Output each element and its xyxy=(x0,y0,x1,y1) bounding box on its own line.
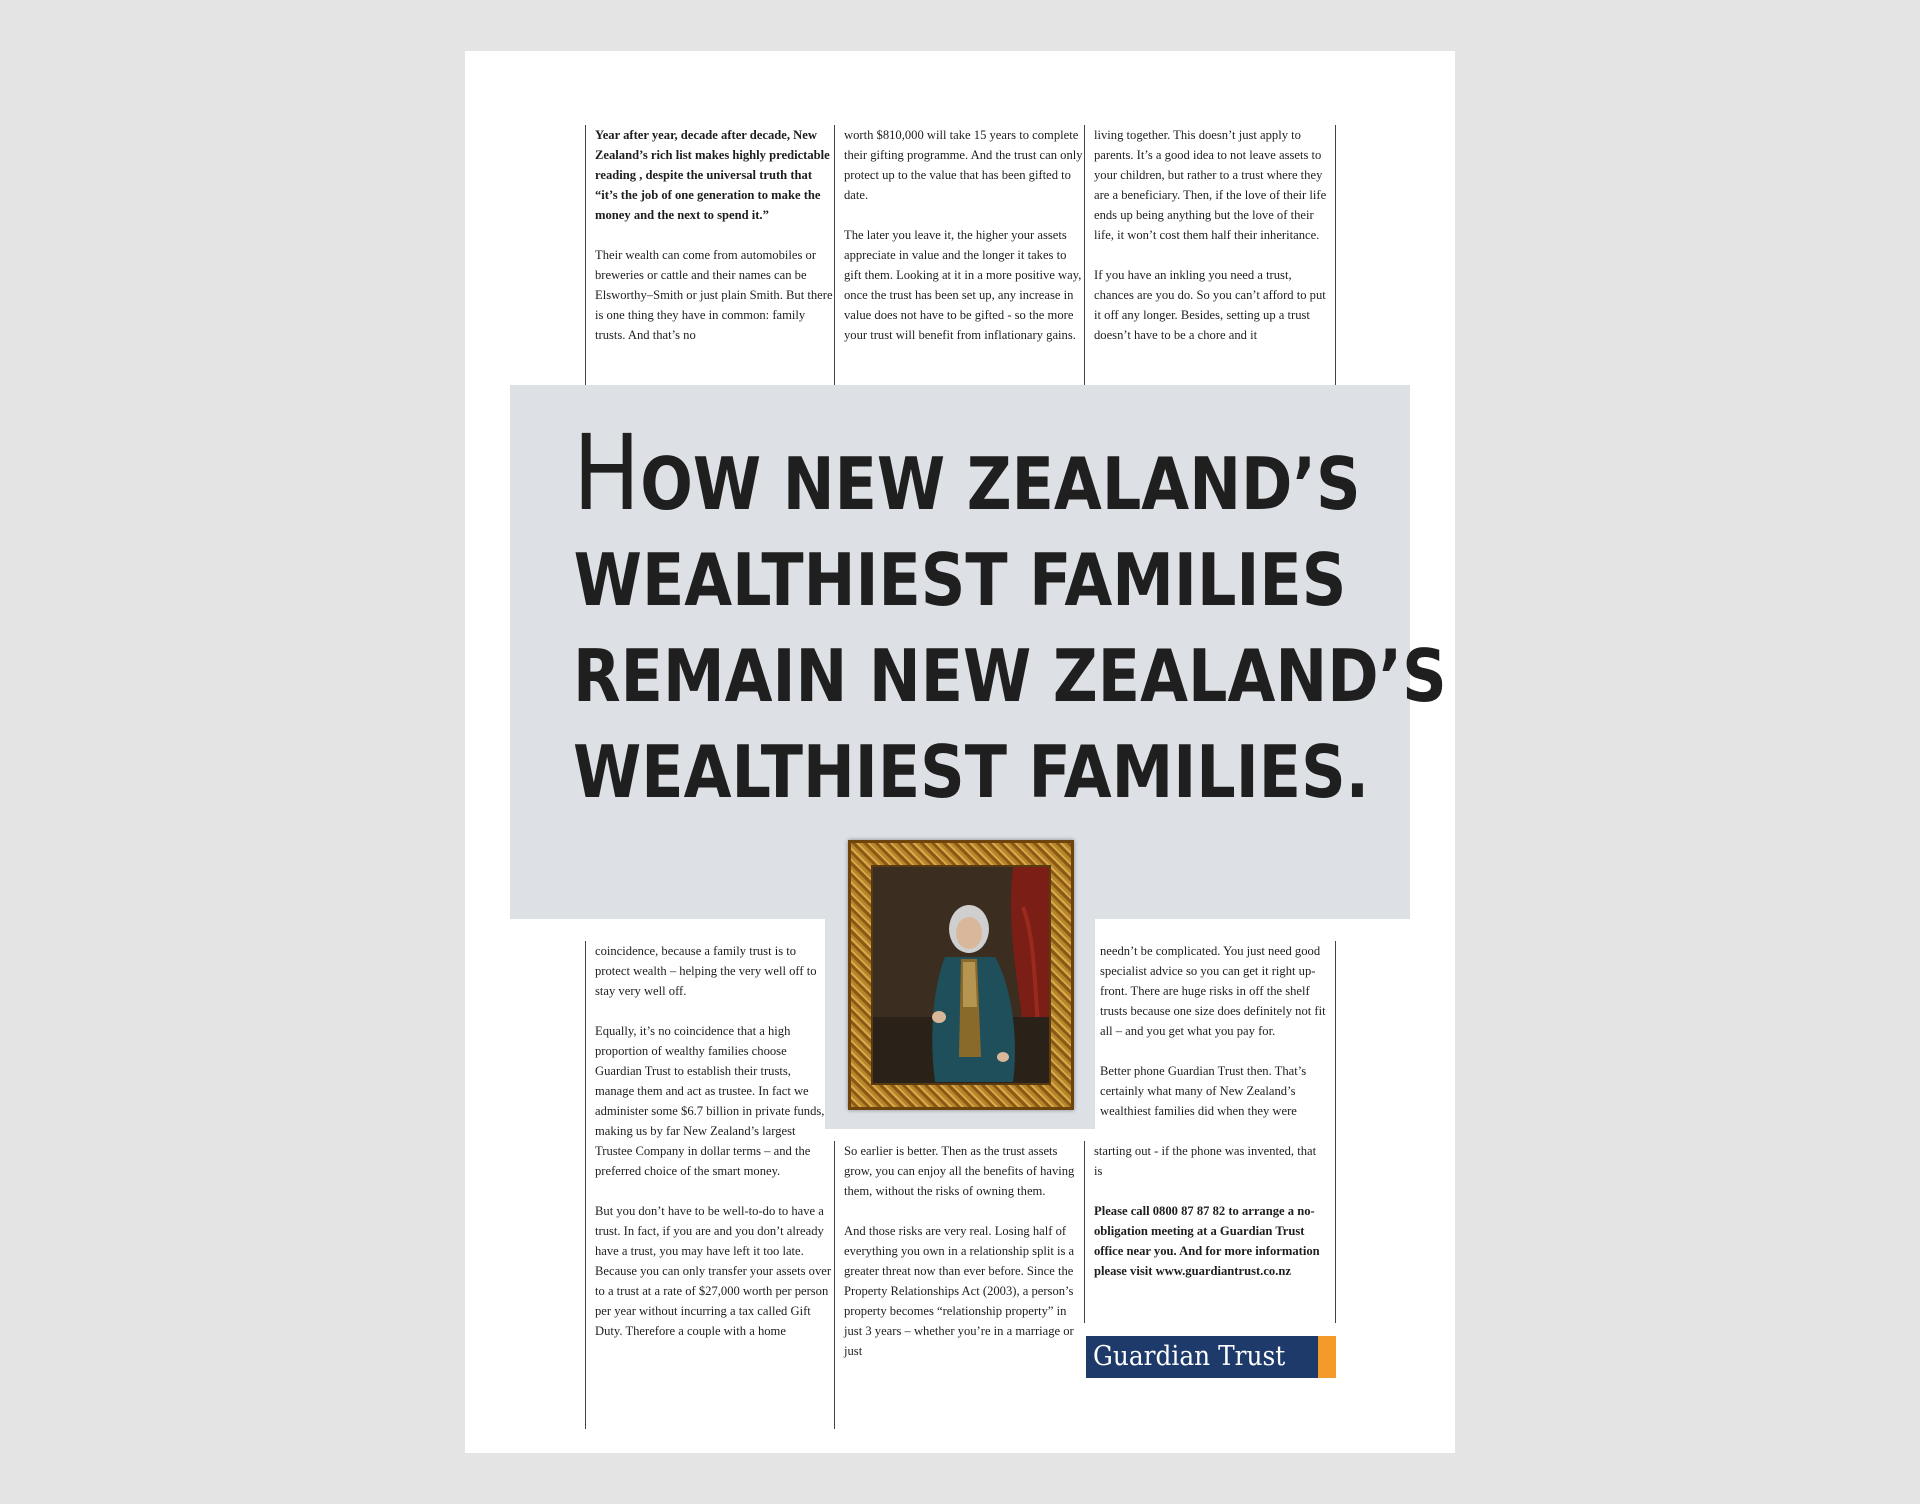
call-to-action: Please call 0800 87 87 82 to arrange a no-obligation meeting at a Guardian Trust office near you. And for more information please visit www.guardiantrust.co.nz xyxy=(1094,1204,1320,1278)
body-paragraph: Equally, it’s no coincidence that a high proportion of wealthy families choose Guardian Trust to establish their trusts, manage them and act as trustee. In fact we administer some $6.7 billion in private funds, making us by far New Zealand’s largest Trustee Company in dollar terms – and the preferred choice of the smart money. xyxy=(595,1024,825,1178)
body-paragraph: The later you leave it, the higher your assets appreciate in value and the longer it takes to gift them. Looking at it in a more positive way, once the trust has been set up, any increase in value does not have to be gifted - so the more your trust will benefit from inflationary gains. xyxy=(844,228,1082,342)
headline-line-4: WEALTHIEST FAMILIES. xyxy=(573,730,1370,814)
logo-text: Guardian Trust xyxy=(1093,1341,1286,1372)
headline-line-1-rest: OW NEW ZEALAND’S xyxy=(640,442,1361,526)
body-paragraph: Their wealth can come from automobiles or breweries or cattle and their names can be Elsworthy–Smith or just plain Smith. But there is one thing they have in common: family trusts. And that’s no xyxy=(595,248,833,342)
body-paragraph: But you don’t have to be well-to-do to have a trust. In fact, if you are and you don’t already have a trust, you may have left it too late. Because you can only transfer your assets over to a trust at a rate of $27,000 worth per person per year without incurring a tax called Gift Duty. Therefore a couple with a home xyxy=(595,1204,832,1338)
headline-line-3: REMAIN NEW ZEALAND’S xyxy=(573,634,1447,718)
body-paragraph: living together. This doesn’t just apply to parents. It’s a good idea to not leave assets to your children, but rather to a trust where they are a beneficiary. Then, if the love of their life ends up being anything but the love of their life, it won’t cost them half their inheritance. xyxy=(1094,128,1327,242)
body-paragraph: coincidence, because a family trust is to protect wealth – helping the very well off to stay very well off. xyxy=(595,944,817,998)
top-column-1 xyxy=(585,125,833,418)
headline-line-1 xyxy=(573,412,1361,534)
body-paragraph: needn’t be complicated. You just need good specialist advice so you can get it right up-front. There are huge risks in off the shelf trusts because one size does definitely not fit all – and you get what you pay for. xyxy=(1100,944,1326,1038)
headline xyxy=(573,412,1447,820)
top-column-3 xyxy=(1084,125,1336,418)
body-paragraph: So earlier is better. Then as the trust assets grow, you can enjoy all the benefits of having them, without the risks of owning them. xyxy=(844,1144,1075,1198)
body-paragraph: If you have an inkling you need a trust, chances are you do. So you can’t afford to put it off any longer. Besides, setting up a trust doesn’t have to be a chore and it xyxy=(1094,268,1326,342)
body-paragraph: worth $810,000 will take 15 years to complete their gifting programme. And the trust can only protect up to the value that has been gifted to date. xyxy=(844,128,1083,202)
logo-orange-stripe xyxy=(1318,1336,1336,1378)
advertisement-page xyxy=(465,51,1455,1453)
top-column-2 xyxy=(834,125,1083,418)
body-paragraph: starting out - if the phone was invented, that is xyxy=(1094,1144,1317,1178)
body-paragraph: And those risks are very real. Losing half of everything you own in a relationship split is a greater threat now than ever before. Since the Property Relationships Act (2003), a person’s property becomes “relationship property” in just 3 years – whether you’re in a marriage or just xyxy=(844,1224,1075,1358)
headline-initial: H xyxy=(573,412,641,534)
portrait-figure-icon xyxy=(873,867,1051,1085)
headline-line-2: WEALTHIEST FAMILIES xyxy=(573,538,1347,622)
body-paragraph: Better phone Guardian Trust then. That’s certainly what many of New Zealand’s wealthiest families did when they were xyxy=(1100,1064,1307,1118)
framed-portrait-icon xyxy=(848,840,1074,1110)
bottom-column-right-lower xyxy=(1084,1141,1336,1323)
bottom-column-right-upper xyxy=(1100,941,1336,1141)
headline-band xyxy=(510,385,1447,919)
bottom-column-middle xyxy=(834,1141,1083,1429)
intro-paragraph: Year after year, decade after decade, New Zealand’s rich list makes highly predictable reading , despite the universal truth that “it’s the job of one generation to make the money and the next to spend it.” xyxy=(595,128,830,222)
bottom-column-left xyxy=(585,941,833,1429)
guardian-trust-logo xyxy=(1086,1336,1336,1378)
portrait-painting xyxy=(871,865,1051,1085)
